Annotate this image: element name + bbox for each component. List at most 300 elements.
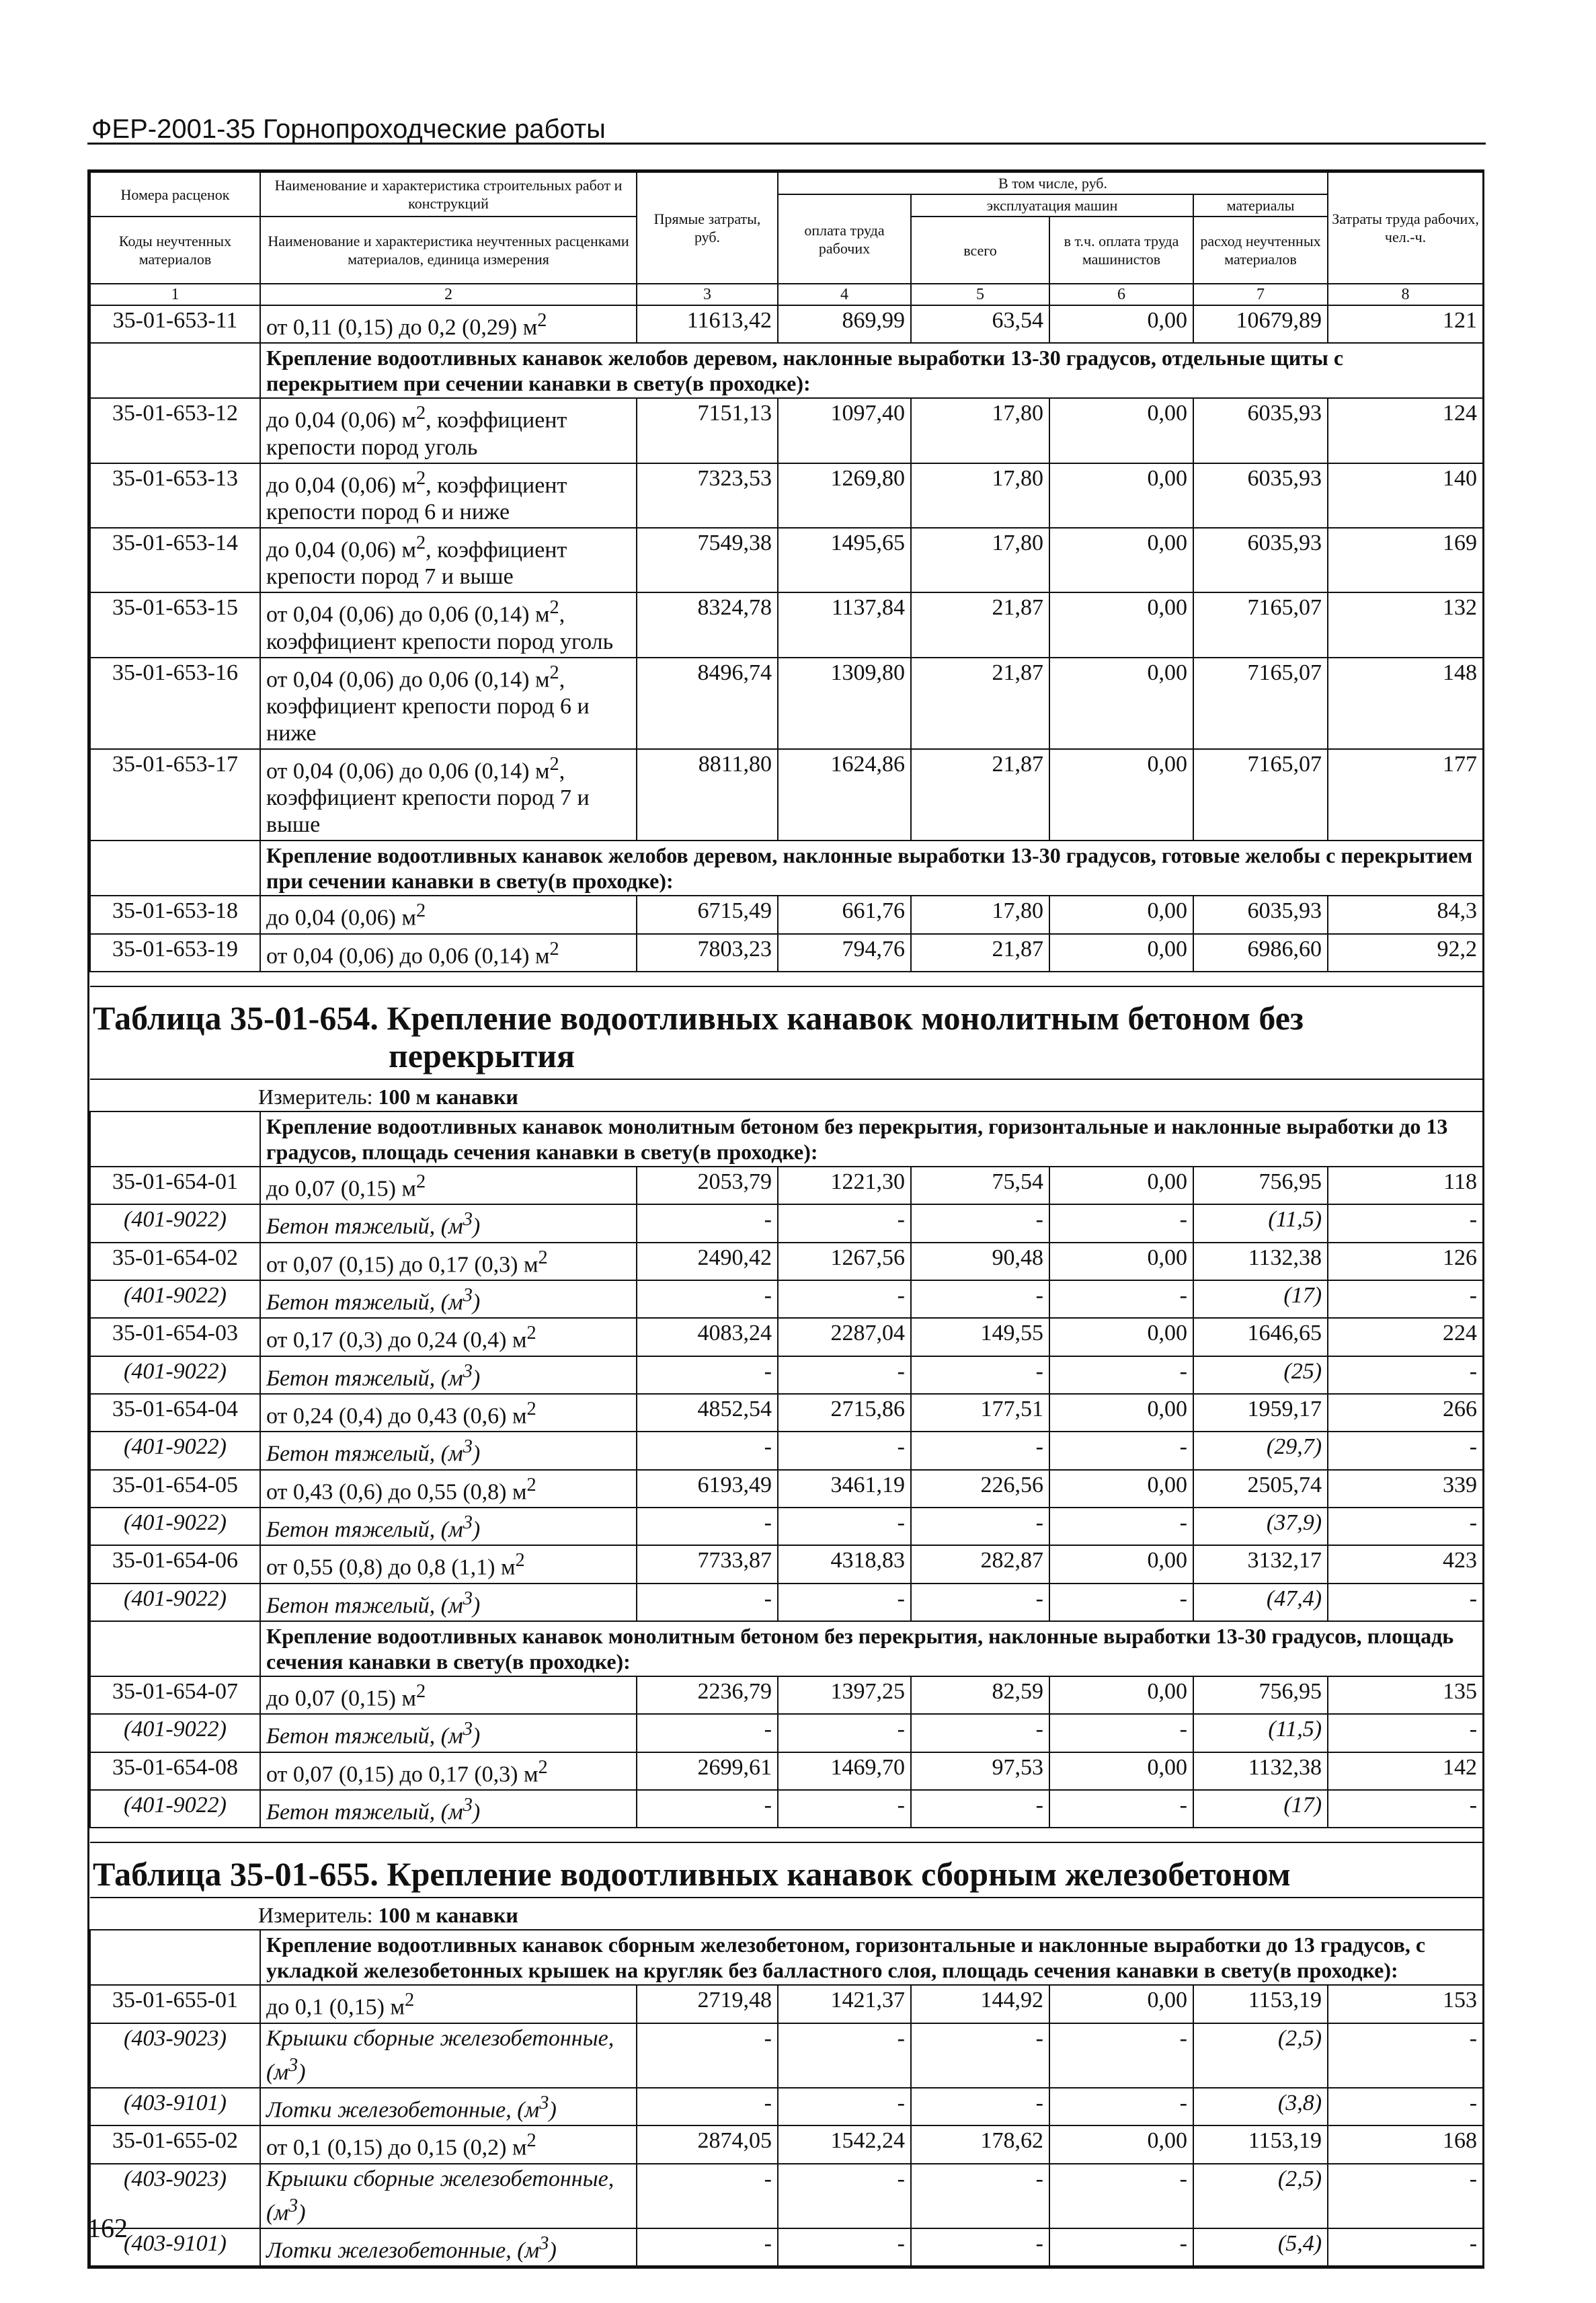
text: до 0,07 (0,15) м xyxy=(266,1686,416,1711)
empty-hours: - xyxy=(1328,2228,1483,2266)
table-row xyxy=(90,1676,1483,1714)
col-header-unaccounted-name: Наименование и характеристика неучтенных расценками материалов, единица измерения xyxy=(260,217,637,284)
rate-code: 35-01-654-08 xyxy=(90,1752,260,1790)
material-row xyxy=(90,2228,1483,2266)
material-quantity: (25) xyxy=(1193,1356,1328,1394)
value-mach: 90,48 xyxy=(911,1243,1049,1280)
text: от 0,43 (0,6) до 0,55 (0,8) м xyxy=(266,1479,527,1504)
material-code: (401-9022) xyxy=(90,1790,260,1828)
rate-code: 35-01-654-03 xyxy=(90,1318,260,1356)
empty-direct: - xyxy=(637,1714,778,1752)
value-hours: 153 xyxy=(1328,1985,1483,2023)
table-row xyxy=(90,398,1483,463)
superscript: 2 xyxy=(549,597,559,619)
value-direct: 7803,23 xyxy=(637,934,778,972)
empty-machinist: - xyxy=(1049,1356,1193,1394)
text: Таблица 35-01-654. Крепление водоотливных канавок монолитным бетоном без xyxy=(93,999,1304,1037)
text: Бетон тяжелый, (м xyxy=(266,1441,463,1467)
empty-direct: - xyxy=(637,2164,778,2228)
rates-table xyxy=(89,171,1484,2267)
rate-code: 35-01-653-18 xyxy=(90,896,260,933)
value-labor: 661,76 xyxy=(778,896,911,933)
table-row xyxy=(90,658,1483,749)
text: Бетон тяжелый, (м xyxy=(266,1723,463,1749)
empty-labor: - xyxy=(778,2228,911,2266)
superscript: 2 xyxy=(549,753,559,775)
measurement-value: 100 м канавки xyxy=(378,1084,518,1109)
rate-code: 35-01-654-02 xyxy=(90,1243,260,1280)
work-description xyxy=(260,1167,637,1204)
material-quantity: (29,7) xyxy=(1193,1432,1328,1469)
value-machinist: 0,00 xyxy=(1049,1752,1193,1790)
value-labor: 1469,70 xyxy=(778,1752,911,1790)
superscript: 2 xyxy=(549,938,559,960)
material-name xyxy=(260,2228,637,2266)
value-mat: 6035,93 xyxy=(1193,896,1328,933)
value-mat: 6035,93 xyxy=(1193,398,1328,463)
empty-hours: - xyxy=(1328,1714,1483,1752)
text: до 0,04 (0,06) м xyxy=(266,472,416,498)
empty-labor: - xyxy=(778,1432,911,1469)
col-number: 6 xyxy=(1049,284,1193,305)
material-row xyxy=(90,1714,1483,1752)
section-heading: Крепление водоотливных канавок сборным железобетоном, горизонтальные и наклонные выработки до 13 градусов, с укладкой железобетонных крышек на кругляк без балластного слоя, площадь сечения канавки в свету(в проходке): xyxy=(260,1930,1483,1985)
spacer xyxy=(90,972,1483,986)
superscript: 2 xyxy=(526,1398,536,1419)
value-direct: 2490,42 xyxy=(637,1243,778,1280)
work-description xyxy=(260,1985,637,2023)
superscript: 3 xyxy=(463,1794,473,1816)
material-name xyxy=(260,1356,637,1394)
text: , коэффициент крепости пород уголь xyxy=(266,407,567,460)
empty-machinist: - xyxy=(1049,2088,1193,2125)
value-hours: 168 xyxy=(1328,2125,1483,2163)
meter-row xyxy=(90,1898,1483,1930)
material-code: (403-9023) xyxy=(90,2164,260,2228)
table-row xyxy=(90,934,1483,972)
empty-direct: - xyxy=(637,2088,778,2125)
value-hours: 224 xyxy=(1328,1318,1483,1356)
material-code: (401-9022) xyxy=(90,1432,260,1469)
rate-code: 35-01-654-06 xyxy=(90,1545,260,1583)
value-hours: 135 xyxy=(1328,1676,1483,1714)
material-name xyxy=(260,1584,637,1621)
superscript: 2 xyxy=(538,1756,548,1778)
empty-machinist: - xyxy=(1049,1714,1193,1752)
value-mat: 756,95 xyxy=(1193,1167,1328,1204)
empty-machinist: - xyxy=(1049,1280,1193,1318)
value-hours: 339 xyxy=(1328,1470,1483,1508)
value-hours: 266 xyxy=(1328,1394,1483,1432)
col-header-unaccounted-materials: расход неучтенных материалов xyxy=(1193,217,1328,284)
measurement-unit xyxy=(90,1079,1483,1111)
empty-mach: - xyxy=(911,1204,1049,1242)
value-machinist: 0,00 xyxy=(1049,1167,1193,1204)
section-heading: Крепление водоотливных канавок желобов деревом, наклонные выработки 13-30 градусов, готовые желобы с перекрытием при сечении канавки в свету(в проходке): xyxy=(260,841,1483,896)
col-header-number: Номера расценок xyxy=(90,172,260,217)
value-labor: 3461,19 xyxy=(778,1470,911,1508)
material-quantity: (5,4) xyxy=(1193,2228,1328,2266)
value-mach: 178,62 xyxy=(911,2125,1049,2163)
col-number: 8 xyxy=(1328,284,1483,305)
value-direct: 8496,74 xyxy=(637,658,778,749)
table-row xyxy=(90,1752,1483,1790)
superscript: 3 xyxy=(463,1436,473,1458)
superscript: 2 xyxy=(415,1680,426,1702)
rate-code: 35-01-653-12 xyxy=(90,398,260,463)
material-name xyxy=(260,2164,637,2228)
section-spacer xyxy=(90,1621,260,1676)
empty-mach: - xyxy=(911,1584,1049,1621)
value-hours: 140 xyxy=(1328,463,1483,528)
empty-labor: - xyxy=(778,1714,911,1752)
text: ) xyxy=(472,1592,481,1618)
spacer-row xyxy=(90,972,1483,986)
text: от 0,07 (0,15) до 0,17 (0,3) м xyxy=(266,1761,538,1787)
table-row xyxy=(90,1243,1483,1280)
text: до 0,1 (0,15) м xyxy=(266,1994,405,2020)
value-labor: 1495,65 xyxy=(778,528,911,592)
work-description xyxy=(260,2125,637,2163)
text: Бетон тяжелый, (м xyxy=(266,1214,463,1239)
value-mat: 1646,65 xyxy=(1193,1318,1328,1356)
col-header-labor-cost: Затраты труда рабочих, чел.-ч. xyxy=(1328,172,1483,284)
superscript: 2 xyxy=(549,662,559,683)
table-row xyxy=(90,1167,1483,1204)
value-mat: 7165,07 xyxy=(1193,592,1328,657)
value-labor: 794,76 xyxy=(778,934,911,972)
material-quantity: (11,5) xyxy=(1193,1204,1328,1242)
value-labor: 1624,86 xyxy=(778,749,911,841)
value-mat: 7165,07 xyxy=(1193,749,1328,841)
value-machinist: 0,00 xyxy=(1049,528,1193,592)
value-mach: 17,80 xyxy=(911,463,1049,528)
material-name xyxy=(260,2023,637,2088)
value-machinist: 0,00 xyxy=(1049,1394,1193,1432)
material-row xyxy=(90,2164,1483,2228)
value-labor: 2715,86 xyxy=(778,1394,911,1432)
col-header-machines-total: всего xyxy=(911,217,1049,284)
col-number: 1 xyxy=(90,284,260,305)
value-direct: 2236,79 xyxy=(637,1676,778,1714)
superscript: 3 xyxy=(463,1588,473,1609)
superscript: 2 xyxy=(404,1990,415,2011)
text: от 0,04 (0,06) до 0,06 (0,14) м xyxy=(266,666,550,692)
running-header: ФЕР-2001-35 Горнопроходческие работы xyxy=(91,114,606,144)
superscript: 3 xyxy=(463,1360,473,1382)
table-body xyxy=(90,305,1483,2266)
work-description xyxy=(260,398,637,463)
value-direct: 7151,13 xyxy=(637,398,778,463)
value-machinist: 0,00 xyxy=(1049,463,1193,528)
value-hours: 132 xyxy=(1328,592,1483,657)
section-heading: Крепление водоотливных канавок желобов деревом, наклонные выработки 13-30 градусов, отдельные щиты с перекрытием при сечении канавки в свету(в проходке): xyxy=(260,343,1483,398)
empty-labor: - xyxy=(778,1204,911,1242)
rate-code: 35-01-653-11 xyxy=(90,305,260,343)
value-mat: 7165,07 xyxy=(1193,658,1328,749)
empty-direct: - xyxy=(637,1584,778,1621)
material-row xyxy=(90,2023,1483,2088)
value-labor: 1309,80 xyxy=(778,658,911,749)
empty-labor: - xyxy=(778,1508,911,1545)
work-description xyxy=(260,934,637,972)
col-header-materials: материалы xyxy=(1193,194,1328,217)
rate-code: 35-01-654-07 xyxy=(90,1676,260,1714)
table-row xyxy=(90,896,1483,933)
value-direct: 7733,87 xyxy=(637,1545,778,1583)
material-name xyxy=(260,1508,637,1545)
superscript: 2 xyxy=(415,403,426,424)
empty-labor: - xyxy=(778,2023,911,2088)
superscript: 2 xyxy=(526,1474,536,1495)
superscript: 2 xyxy=(537,310,547,331)
empty-mach: - xyxy=(911,2023,1049,2088)
material-code: (403-9101) xyxy=(90,2088,260,2125)
value-labor: 1421,37 xyxy=(778,1985,911,2023)
empty-machinist: - xyxy=(1049,1584,1193,1621)
value-machinist: 0,00 xyxy=(1049,749,1193,841)
empty-hours: - xyxy=(1328,2164,1483,2228)
value-hours: 423 xyxy=(1328,1545,1483,1583)
text: от 0,24 (0,4) до 0,43 (0,6) м xyxy=(266,1403,527,1429)
material-code: (401-9022) xyxy=(90,1508,260,1545)
value-labor: 1397,25 xyxy=(778,1676,911,1714)
material-name xyxy=(260,1790,637,1828)
value-labor: 4318,83 xyxy=(778,1545,911,1583)
material-name xyxy=(260,1432,637,1469)
superscript: 3 xyxy=(288,2054,298,2076)
work-description xyxy=(260,528,637,592)
value-machinist: 0,00 xyxy=(1049,398,1193,463)
rate-code: 35-01-653-19 xyxy=(90,934,260,972)
work-description xyxy=(260,1470,637,1508)
superscript: 2 xyxy=(415,532,426,553)
value-direct: 7549,38 xyxy=(637,528,778,592)
rate-code: 35-01-653-15 xyxy=(90,592,260,657)
rate-code: 35-01-653-13 xyxy=(90,463,260,528)
superscript: 3 xyxy=(288,2195,298,2216)
work-description xyxy=(260,658,637,749)
value-machinist: 0,00 xyxy=(1049,1545,1193,1583)
text: Таблица 35-01-655. Крепление водоотливных канавок сборным железобетоном xyxy=(93,1855,1291,1894)
value-mach: 21,87 xyxy=(911,592,1049,657)
work-description xyxy=(260,305,637,343)
table-row xyxy=(90,463,1483,528)
empty-mach: - xyxy=(911,1432,1049,1469)
rate-code: 35-01-655-01 xyxy=(90,1985,260,2023)
value-mach: 82,59 xyxy=(911,1676,1049,1714)
text: от 0,55 (0,8) до 0,8 (1,1) м xyxy=(266,1555,516,1580)
value-mach: 21,87 xyxy=(911,934,1049,972)
superscript: 2 xyxy=(415,900,426,922)
value-mach: 177,51 xyxy=(911,1394,1049,1432)
superscript: 2 xyxy=(526,1323,536,1344)
superscript: 3 xyxy=(463,1512,473,1533)
empty-labor: - xyxy=(778,1790,911,1828)
value-mach: 63,54 xyxy=(911,305,1049,343)
empty-hours: - xyxy=(1328,1508,1483,1545)
empty-labor: - xyxy=(778,1280,911,1318)
value-mach: 17,80 xyxy=(911,896,1049,933)
value-labor: 869,99 xyxy=(778,305,911,343)
text: ) xyxy=(549,2097,557,2123)
text: от 0,11 (0,15) до 0,2 (0,29) м xyxy=(266,315,538,340)
rate-code: 35-01-655-02 xyxy=(90,2125,260,2163)
text: до 0,07 (0,15) м xyxy=(266,1176,416,1202)
value-hours: 92,2 xyxy=(1328,934,1483,972)
value-mach: 144,92 xyxy=(911,1985,1049,2023)
section-row xyxy=(90,841,1483,896)
page-number: 162 xyxy=(87,2213,128,2243)
value-mat: 1153,19 xyxy=(1193,2125,1328,2163)
value-machinist: 0,00 xyxy=(1049,592,1193,657)
table-row xyxy=(90,305,1483,343)
text: ) xyxy=(472,1214,481,1239)
value-hours: 118 xyxy=(1328,1167,1483,1204)
col-number: 2 xyxy=(260,284,637,305)
material-code: (403-9101) xyxy=(90,2228,260,2266)
section-spacer xyxy=(90,1930,260,1985)
text: Лотки железобетонные, (м xyxy=(266,2097,540,2123)
spacer xyxy=(90,1828,1483,1842)
section-heading: Крепление водоотливных канавок монолитным бетоном без перекрытия, горизонтальные и наклонные выработки до 13 градусов, площадь сечения канавки в свету(в проходке): xyxy=(260,1111,1483,1167)
empty-direct: - xyxy=(637,1204,778,1242)
material-code: (403-9023) xyxy=(90,2023,260,2088)
value-direct: 4852,54 xyxy=(637,1394,778,1432)
text: Бетон тяжелый, (м xyxy=(266,1592,463,1618)
value-mat: 2505,74 xyxy=(1193,1470,1328,1508)
table-header xyxy=(90,172,1483,305)
material-code: (401-9022) xyxy=(90,1356,260,1394)
rate-code: 35-01-653-16 xyxy=(90,658,260,749)
value-direct: 2874,05 xyxy=(637,2125,778,2163)
rate-code: 35-01-654-04 xyxy=(90,1394,260,1432)
empty-direct: - xyxy=(637,1280,778,1318)
column-numbers-row xyxy=(90,284,1483,305)
text: от 0,04 (0,06) до 0,06 (0,14) м xyxy=(266,758,550,784)
col-header-unaccounted-code: Коды неучтенных материалов xyxy=(90,217,260,284)
col-header-direct: Прямые затраты, руб. xyxy=(637,172,778,284)
value-mat: 6986,60 xyxy=(1193,934,1328,972)
superscript: 3 xyxy=(463,1209,473,1231)
text: , коэффициент крепости пород 7 и выше xyxy=(266,758,590,838)
material-quantity: (2,5) xyxy=(1193,2023,1328,2088)
empty-mach: - xyxy=(911,1280,1049,1318)
text: , коэффициент крепости пород 6 и ниже xyxy=(266,666,590,746)
work-description xyxy=(260,749,637,841)
text: , коэффициент крепости пород уголь xyxy=(266,602,614,654)
text: от 0,07 (0,15) до 0,17 (0,3) м xyxy=(266,1251,538,1277)
material-row xyxy=(90,1584,1483,1621)
table-row xyxy=(90,749,1483,841)
superscript: 2 xyxy=(526,2130,536,2152)
value-direct: 8811,80 xyxy=(637,749,778,841)
value-direct: 4083,24 xyxy=(637,1318,778,1356)
value-direct: 2719,48 xyxy=(637,1985,778,2023)
value-direct: 2053,79 xyxy=(637,1167,778,1204)
empty-direct: - xyxy=(637,1356,778,1394)
empty-hours: - xyxy=(1328,1356,1483,1394)
work-description xyxy=(260,592,637,657)
col-number: 5 xyxy=(911,284,1049,305)
section-row xyxy=(90,1111,1483,1167)
value-hours: 169 xyxy=(1328,528,1483,592)
material-row xyxy=(90,2088,1483,2125)
empty-machinist: - xyxy=(1049,1204,1193,1242)
value-hours: 84,3 xyxy=(1328,896,1483,933)
value-machinist: 0,00 xyxy=(1049,305,1193,343)
text: , коэффициент крепости пород 7 и выше xyxy=(266,537,567,590)
material-quantity: (37,9) xyxy=(1193,1508,1328,1545)
material-row xyxy=(90,1432,1483,1469)
text: Крышки сборные железобетонные, (м xyxy=(266,2025,614,2084)
value-mach: 282,87 xyxy=(911,1545,1049,1583)
table-title-row xyxy=(90,986,1483,1079)
value-machinist: 0,00 xyxy=(1049,896,1193,933)
superscript: 3 xyxy=(539,2232,549,2254)
text: ) xyxy=(472,1290,481,1315)
value-machinist: 0,00 xyxy=(1049,934,1193,972)
value-mach: 17,80 xyxy=(911,528,1049,592)
text: ) xyxy=(549,2238,557,2263)
meter-row xyxy=(90,1079,1483,1111)
work-description xyxy=(260,1676,637,1714)
empty-direct: - xyxy=(637,1790,778,1828)
value-labor: 1097,40 xyxy=(778,398,911,463)
material-name xyxy=(260,1204,637,1242)
col-header-including: В том числе, руб. xyxy=(778,172,1328,194)
empty-hours: - xyxy=(1328,1584,1483,1621)
text: ) xyxy=(298,2059,306,2084)
value-mach: 17,80 xyxy=(911,398,1049,463)
table-row xyxy=(90,1985,1483,2023)
value-direct: 6193,49 xyxy=(637,1470,778,1508)
section-row xyxy=(90,1930,1483,1985)
col-header-work: Наименование и характеристика строительных работ и конструкций xyxy=(260,172,637,217)
empty-hours: - xyxy=(1328,1432,1483,1469)
text: ) xyxy=(298,2199,306,2225)
col-number: 3 xyxy=(637,284,778,305)
section-spacer xyxy=(90,1111,260,1167)
value-mat: 6035,93 xyxy=(1193,528,1328,592)
material-row xyxy=(90,1204,1483,1242)
value-machinist: 0,00 xyxy=(1049,2125,1193,2163)
col-header-machines: эксплуатация машин xyxy=(911,194,1193,217)
text: перекрытия xyxy=(389,1036,575,1075)
table-row xyxy=(90,1545,1483,1583)
empty-direct: - xyxy=(637,2228,778,2266)
superscript: 3 xyxy=(539,2092,549,2113)
value-mat: 6035,93 xyxy=(1193,463,1328,528)
text: от 0,04 (0,06) до 0,06 (0,14) м xyxy=(266,943,550,968)
empty-hours: - xyxy=(1328,1790,1483,1828)
superscript: 2 xyxy=(415,467,426,489)
material-name xyxy=(260,1714,637,1752)
material-name xyxy=(260,2088,637,2125)
value-labor: 1269,80 xyxy=(778,463,911,528)
empty-machinist: - xyxy=(1049,2023,1193,2088)
empty-machinist: - xyxy=(1049,1508,1193,1545)
work-description xyxy=(260,1318,637,1356)
value-machinist: 0,00 xyxy=(1049,1985,1193,2023)
value-mat: 10679,89 xyxy=(1193,305,1328,343)
value-mat: 756,95 xyxy=(1193,1676,1328,1714)
text: ) xyxy=(472,1723,481,1749)
superscript: 2 xyxy=(415,1171,426,1192)
empty-labor: - xyxy=(778,1584,911,1621)
value-direct: 7323,53 xyxy=(637,463,778,528)
value-hours: 148 xyxy=(1328,658,1483,749)
